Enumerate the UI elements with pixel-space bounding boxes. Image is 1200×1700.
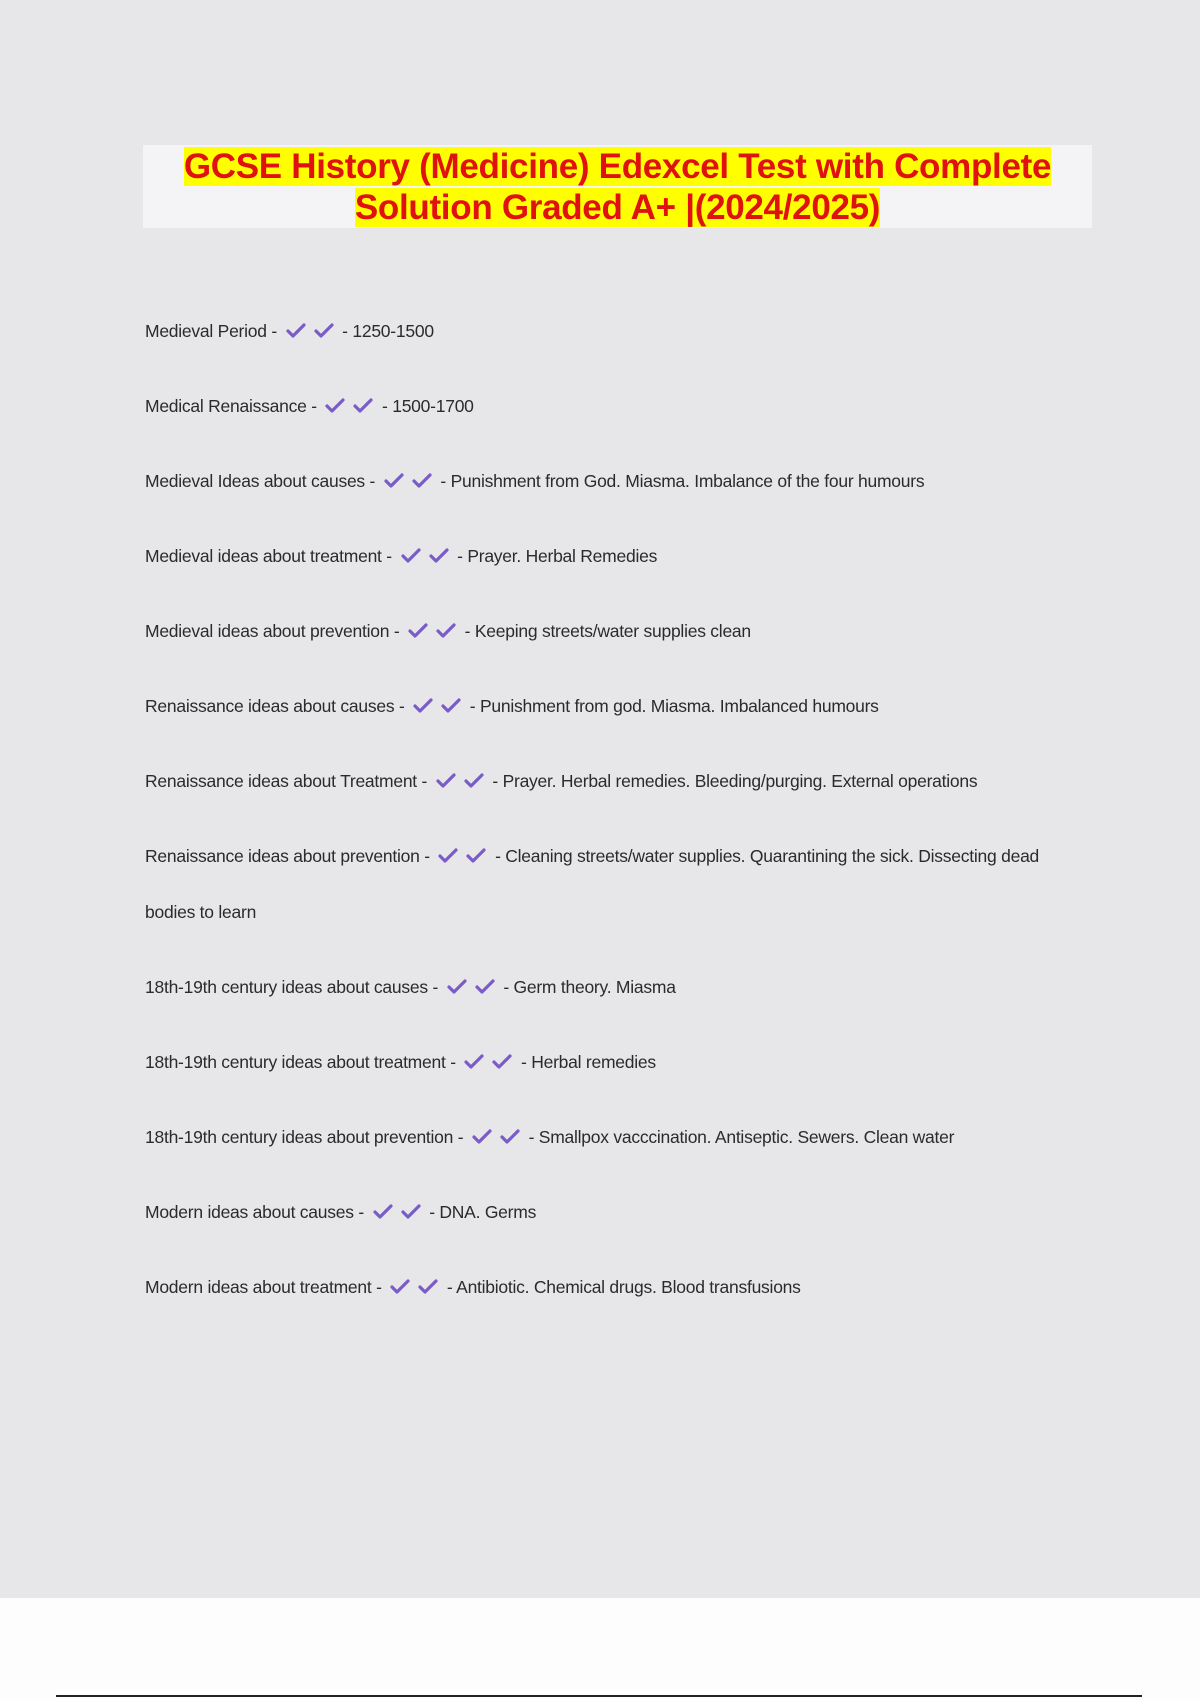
flashcard-answer: - Punishment from god. Miasma. Imbalanced humours [469,696,879,716]
checkmark-icon [372,1186,394,1202]
flashcard-item [145,1259,1075,1315]
flashcard-item [145,1034,1075,1090]
flashcard-term: Renaissance ideas about prevention - [145,846,430,866]
flashcard-term: 18th-19th century ideas about causes - [145,977,439,997]
flashcard-list [145,303,1075,1334]
checkmark-icon [474,961,496,977]
flashcard-answer: - Cleaning streets/water supplies. Quarantining the sick. Dissecting dead bodies to learn [145,846,1040,922]
title-box [143,145,1092,228]
flashcard-item [145,959,1075,1015]
flashcard-term: 18th-19th century ideas about treatment - [145,1052,456,1072]
checkmark-icon [435,605,457,621]
flashcard-answer: - Keeping streets/water supplies clean [464,621,751,641]
checkmark-icon [428,530,450,546]
flashcard-item [145,453,1075,509]
checkmark-icon [440,680,462,696]
checkmark-icon [383,455,405,471]
flashcard-answer: - DNA. Germs [429,1202,537,1222]
checkmark-icon [412,680,434,696]
checkmark-icon [407,605,429,621]
checkmark-icon [352,380,374,396]
checkmark-icon [437,830,459,846]
flashcard-item [145,303,1075,359]
checkmark-icon [463,755,485,771]
checkmark-icon [435,755,457,771]
checkmark-icon [324,380,346,396]
checkmark-icon [465,830,487,846]
flashcard-answer: - 1250-1500 [342,321,434,341]
flashcard-term: Medieval Ideas about causes - [145,471,376,491]
flashcard-item [145,528,1075,584]
flashcard-item [145,753,1075,809]
checkmark-icon [471,1111,493,1127]
checkmark-icon [446,961,468,977]
checkmark-icon [285,305,307,321]
flashcard-term: Modern ideas about treatment - [145,1277,382,1297]
footer-divider [56,1695,1142,1697]
flashcard-item [145,603,1075,659]
flashcard-term: Renaissance ideas about causes - [145,696,405,716]
flashcard-answer: - Antibiotic. Chemical drugs. Blood transfusions [446,1277,801,1297]
flashcard-item [145,678,1075,734]
flashcard-item [145,828,1075,940]
flashcard-answer: - Prayer. Herbal remedies. Bleeding/purging. External operations [492,771,978,791]
flashcard-item [145,1184,1075,1240]
flashcard-term: Medieval ideas about treatment - [145,546,392,566]
checkmark-icon [400,530,422,546]
flashcard-item [145,378,1075,434]
flashcard-term: 18th-19th century ideas about prevention - [145,1127,464,1147]
flashcard-answer: - Punishment from God. Miasma. Imbalance of the four humours [440,471,925,491]
document-title-line-2: Solution Graded A+ |(2024/2025) [354,188,881,227]
checkmark-icon [389,1261,411,1277]
checkmark-icon [491,1036,513,1052]
flashcard-term: Medieval Period - [145,321,277,341]
flashcard-answer: - Prayer. Herbal Remedies [457,546,658,566]
flashcard-term: Medieval ideas about prevention - [145,621,400,641]
checkmark-icon [417,1261,439,1277]
checkmark-icon [499,1111,521,1127]
flashcard-term: Renaissance ideas about Treatment - [145,771,428,791]
checkmark-icon [313,305,335,321]
flashcard-answer: - Germ theory. Miasma [503,977,676,997]
checkmark-icon [463,1036,485,1052]
checkmark-icon [411,455,433,471]
flashcard-item [145,1109,1075,1165]
flashcard-term: Medical Renaissance - [145,396,317,416]
checkmark-icon [400,1186,422,1202]
document-title-line-1: GCSE History (Medicine) Edexcel Test with Complete [183,147,1052,186]
flashcard-answer: - Smallpox vacccination. Antiseptic. Sewers. Clean water [528,1127,955,1147]
flashcard-answer: - 1500-1700 [382,396,474,416]
flashcard-answer: - Herbal remedies [521,1052,656,1072]
flashcard-term: Modern ideas about causes - [145,1202,364,1222]
